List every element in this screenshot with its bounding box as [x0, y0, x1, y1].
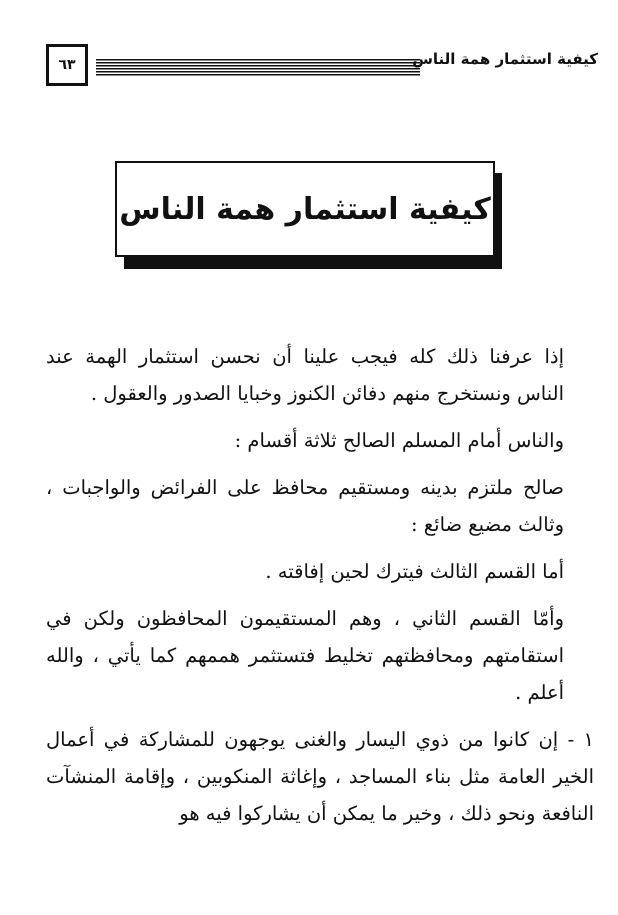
paragraph: أما القسم الثالث فيترك لحين إفاقته .	[265, 560, 564, 583]
running-title: كيفية استثمار همة الناس	[412, 50, 598, 68]
chapter-title-box	[115, 161, 495, 257]
body-text	[46, 338, 594, 832]
chapter-title: كيفية استثمار همة الناس	[119, 191, 491, 227]
paragraph: إذا عرفنا ذلك كله فيجب علينا أن نحسن استثمار الهمة عند الناس ونستخرج منهم دفائن الكنوز وخبايا الصدور والعقول .	[46, 345, 564, 405]
page-number-box	[46, 44, 88, 86]
header-rule	[96, 59, 420, 76]
page-header	[46, 44, 598, 90]
paragraph: ١ - إن كانوا من ذوي اليسار والغنى يوجهون للمشاركة في أعمال الخير العامة مثل بناء المساجد ، وإغاثة المنكوبين ، وإقامة المنشآت النافعة ونحو ذلك ، وخير ما يمكن أن يشاركوا فيه هو	[46, 728, 594, 825]
paragraph: والناس أمام المسلم الصالح ثلاثة أقسام :	[234, 429, 564, 452]
paragraph: صالح ملتزم بدينه ومستقيم محافظ على الفرائض والواجبات ، وثالث مضيع ضائع :	[46, 476, 564, 536]
paragraph: وأمّا القسم الثاني ، وهم المستقيمون المحافظون ولكن في استقامتهم ومحافظتهم تخليط فتستثمر هممهم كما يأتي ، والله أعلم .	[46, 607, 564, 704]
page-number: ٦٣	[58, 57, 76, 73]
